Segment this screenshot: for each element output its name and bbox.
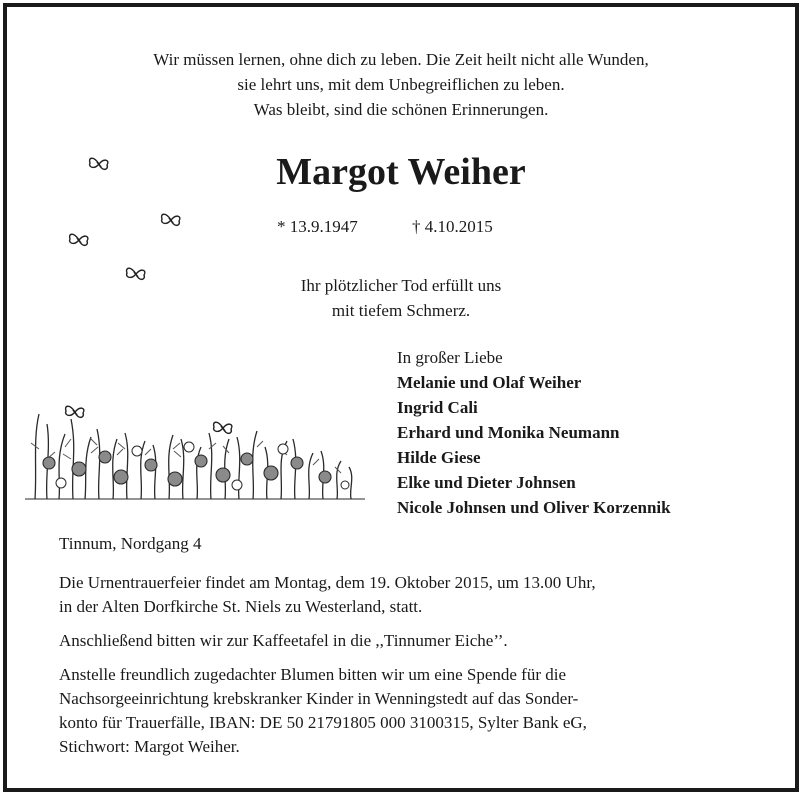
- paragraph-line: Stichwort: Margot Weiher.: [59, 737, 240, 756]
- opening-quote: [7, 47, 795, 122]
- death-date: † 4.10.2015: [412, 217, 493, 236]
- paragraph-line: Anschließend bitten wir zur Kaffeetafel in die ,,Tinnumer Eiche’’.: [59, 631, 508, 650]
- sorrow-text: [7, 273, 795, 323]
- butterfly-icon: [159, 209, 183, 231]
- paragraph-line: in der Alten Dorfkirche St. Niels zu Westerland, statt.: [59, 597, 423, 616]
- deceased-name: Margot Weiher: [276, 151, 526, 193]
- mourner-name: Melanie und Olaf Weiher: [397, 373, 582, 392]
- quote-line: Wir müssen lernen, ohne dich zu leben. Die Zeit heilt nicht alle Wunden,: [153, 50, 649, 69]
- paragraph-line: Nachsorgeeinrichtung krebskranker Kinder in Wenningstedt auf das Sonder-: [59, 689, 579, 708]
- paragraph-line: konto für Trauerfälle, IBAN: DE 50 21791805 000 3100315, Sylter Bank eG,: [59, 713, 587, 732]
- mourners-block: [397, 345, 671, 520]
- funeral-info-paragraph: [59, 571, 759, 619]
- sorrow-line: mit tiefem Schmerz.: [331, 301, 471, 320]
- donation-paragraph: [59, 663, 759, 759]
- obituary-frame: [3, 3, 799, 792]
- birth-date: * 13.9.1947: [277, 217, 358, 236]
- paragraph-line: Anstelle freundlich zugedachter Blumen bitten wir um eine Spende für die: [59, 665, 567, 684]
- quote-line: Was bleibt, sind die schönen Erinnerungen.: [253, 100, 549, 119]
- mourner-name: Erhard und Monika Neumann: [397, 423, 620, 442]
- life-dates: [277, 217, 493, 237]
- paragraph-line: Die Urnentrauerfeier findet am Montag, dem 19. Oktober 2015, um 13.00 Uhr,: [59, 573, 596, 592]
- sorrow-line: Ihr plötzlicher Tod erfüllt uns: [300, 276, 502, 295]
- mourner-name: Ingrid Cali: [397, 398, 478, 417]
- family-address: Tinnum, Nordgang 4: [59, 534, 202, 553]
- quote-line: sie lehrt uns, mit dem Unbegreiflichen zu leben.: [237, 75, 565, 94]
- mourner-name: Hilde Giese: [397, 448, 481, 467]
- coffee-info-paragraph: [59, 629, 759, 653]
- butterfly-icon: [67, 229, 91, 251]
- mourners-intro: In großer Liebe: [397, 348, 503, 367]
- meadow-illustration: [25, 389, 365, 504]
- mourner-name: Nicole Johnsen und Oliver Korzennik: [397, 498, 671, 517]
- mourner-name: Elke und Dieter Johnsen: [397, 473, 576, 492]
